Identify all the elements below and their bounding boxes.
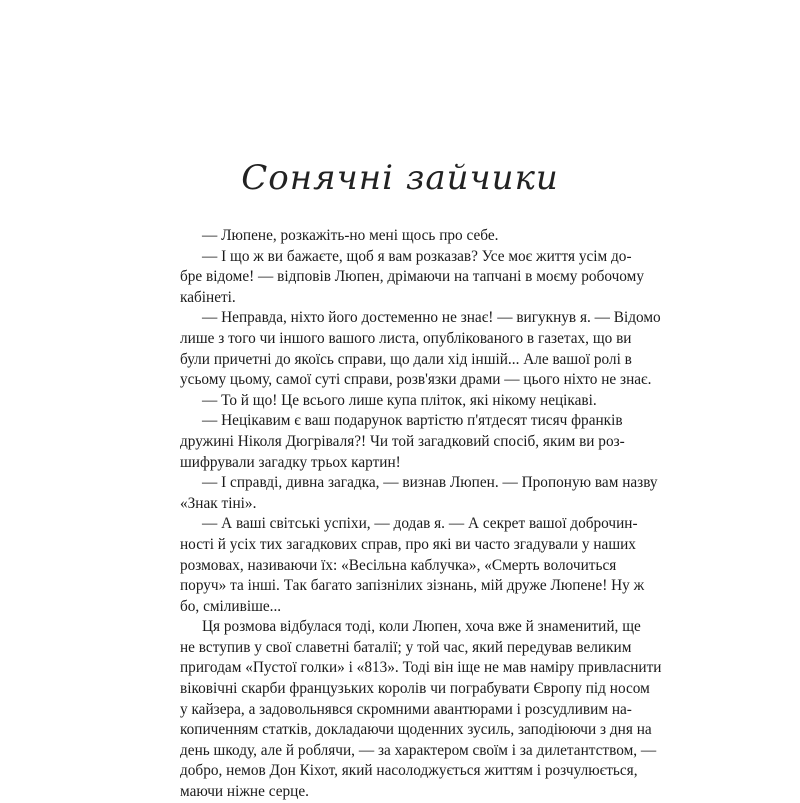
text-line: кабінеті.	[180, 288, 236, 306]
text-line: маючи ніжне серце.	[180, 783, 309, 801]
text-line: розмовах, називаючи їх: «Весільна каблучка», «Смерть волочиться	[180, 556, 617, 574]
text-line: шифрували загадку трьох картин!	[180, 453, 401, 471]
body-text	[180, 226, 662, 803]
text-line: — І що ж ви бажаєте, щоб я вам розказав? Усе моє життя усім до-	[202, 247, 632, 265]
text-line: — І справді, дивна загадка, — визнав Люпен. — Пропоную вам назву	[202, 474, 658, 492]
text-line: копиченням статків, докладаючи щоденних зусиль, заподіюючи з дня на	[180, 721, 652, 739]
text-line: поруч» та інші. Так багато запізнілих зізнань, мій друже Люпене! Ну ж	[180, 577, 645, 595]
text-line: «Знак тіні».	[180, 494, 257, 512]
text-line: — А ваші світські успіхи, — додав я. — А секрет вашої доброчин-	[202, 515, 638, 533]
text-line: віковічні скарби французьких королів чи пограбувати Європу під носом	[180, 680, 650, 698]
text-line: — То й що! Це всього лише купа пліток, які нікому нецікаві.	[202, 391, 597, 409]
text-line: ності й усіх тих загадкових справ, про які ви часто згадували у наших	[180, 535, 636, 553]
text-line: були причетні до якоїсь справи, що дали хід іншій... Але вашої ролі в	[180, 350, 632, 368]
text-line: добро, немов Дон Кіхот, який насолоджується життям і розчулюється,	[180, 762, 638, 780]
text-line: не вступив у свої славетні баталії; у той час, який передував великим	[180, 638, 632, 656]
text-line: бо, сміливіше...	[180, 597, 282, 615]
text-line: пригодам «Пустої голки» і «813». Тоді він іще не мав наміру привласнити	[180, 659, 662, 677]
text-line: лише з того чи іншого вашого листа, опублікованого в газетах, що ви	[180, 329, 632, 347]
text-line: бре відоме! — відповів Люпен, дрімаючи на тапчані в моєму робочому	[180, 268, 644, 286]
text-line: — Люпене, розкажіть-но мені щось про себе.	[202, 227, 499, 244]
text-line: день шкоду, але й роблячи, — за характером своїм і за дилетантством, —	[180, 741, 657, 759]
text-line: у кайзера, а задовольнявся скромними авантюрами і розсудливим на-	[180, 700, 632, 718]
text-line: дружині Ніколя Дюгріваля?! Чи той загадковий спосіб, яким ви роз-	[180, 432, 625, 450]
text-line: Ця розмова відбулася тоді, коли Люпен, хоча вже й знаменитий, ще	[202, 618, 641, 636]
text-line: усьому цьому, самої суті справи, розв'язки драми — цього ніхто не знає.	[180, 371, 652, 389]
text-line: — Неправда, ніхто його достеменно не знає! — вигукнув я. — Відомо	[202, 309, 661, 327]
chapter-title: Сонячні зайчики	[241, 158, 559, 198]
text-line: — Нецікавим є ваш подарунок вартістю п'ятдесят тисяч франків	[202, 412, 623, 430]
